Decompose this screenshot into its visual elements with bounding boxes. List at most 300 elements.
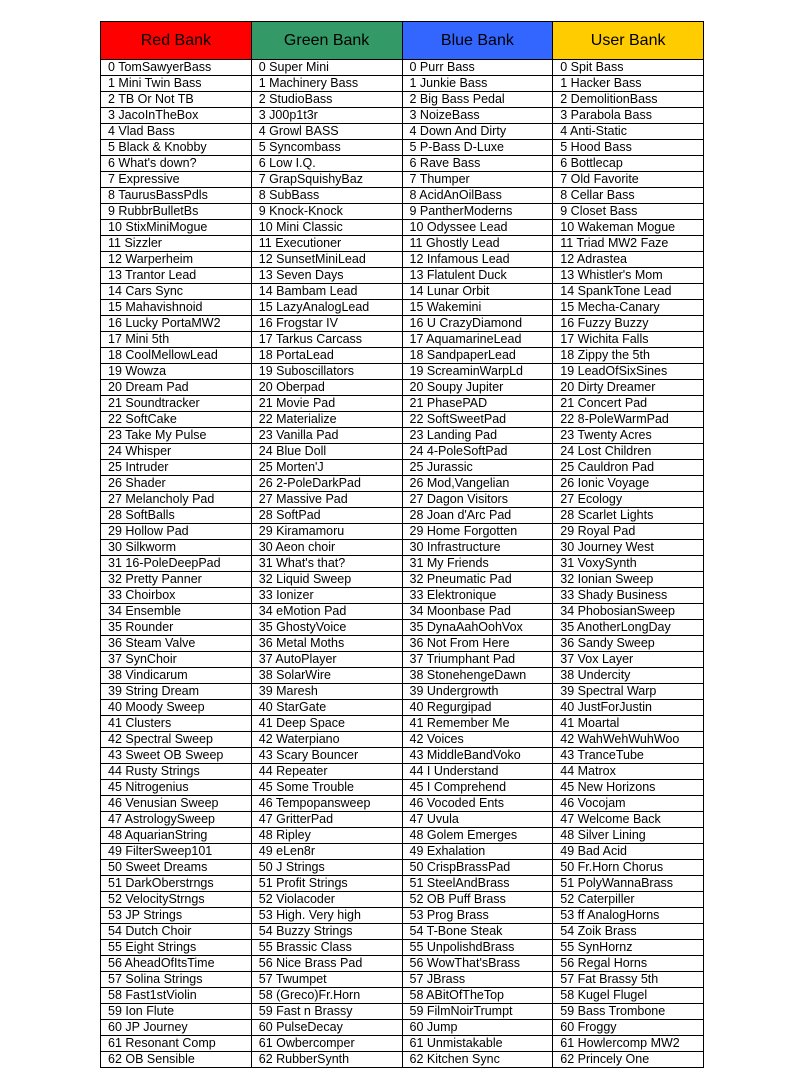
patch-cell-user: 39 Spectral Warp <box>553 684 704 700</box>
patch-cell-user: 19 LeadOfSixSines <box>553 364 704 380</box>
patch-cell-red: 21 Soundtracker <box>101 396 252 412</box>
patch-cell-blue: 3 NoizeBass <box>402 108 553 124</box>
patch-cell-red: 8 TaurusBassPdls <box>101 188 252 204</box>
patch-cell-green: 14 Bambam Lead <box>251 284 402 300</box>
patch-cell-green: 32 Liquid Sweep <box>251 572 402 588</box>
patch-cell-blue: 53 Prog Brass <box>402 908 553 924</box>
patch-cell-red: 22 SoftCake <box>101 412 252 428</box>
patch-cell-blue: 34 Moonbase Pad <box>402 604 553 620</box>
patch-cell-red: 20 Dream Pad <box>101 380 252 396</box>
patch-cell-user: 30 Journey West <box>553 540 704 556</box>
table-row <box>101 1052 704 1068</box>
patch-cell-green: 36 Metal Moths <box>251 636 402 652</box>
patch-cell-user: 37 Vox Layer <box>553 652 704 668</box>
patch-cell-red: 44 Rusty Strings <box>101 764 252 780</box>
table-row <box>101 492 704 508</box>
patch-cell-green: 34 eMotion Pad <box>251 604 402 620</box>
patch-cell-blue: 17 AquamarineLead <box>402 332 553 348</box>
patch-cell-user: 36 Sandy Sweep <box>553 636 704 652</box>
patch-cell-green: 58 (Greco)Fr.Horn <box>251 988 402 1004</box>
patch-cell-red: 43 Sweet OB Sweep <box>101 748 252 764</box>
patch-cell-user: 3 Parabola Bass <box>553 108 704 124</box>
patch-cell-red: 30 Silkworm <box>101 540 252 556</box>
patch-cell-blue: 12 Infamous Lead <box>402 252 553 268</box>
patch-cell-green: 53 High. Very high <box>251 908 402 924</box>
bank-header-blue: Blue Bank <box>402 22 553 60</box>
patch-cell-user: 11 Triad MW2 Faze <box>553 236 704 252</box>
patch-cell-blue: 54 T-Bone Steak <box>402 924 553 940</box>
patch-cell-red: 50 Sweet Dreams <box>101 860 252 876</box>
patch-cell-red: 11 Sizzler <box>101 236 252 252</box>
patch-cell-red: 25 Intruder <box>101 460 252 476</box>
patch-cell-user: 16 Fuzzy Buzzy <box>553 316 704 332</box>
patch-cell-user: 9 Closet Bass <box>553 204 704 220</box>
patch-cell-user: 17 Wichita Falls <box>553 332 704 348</box>
patch-cell-green: 16 Frogstar IV <box>251 316 402 332</box>
patch-cell-user: 10 Wakeman Mogue <box>553 220 704 236</box>
patch-cell-user: 38 Undercity <box>553 668 704 684</box>
patch-cell-user: 56 Regal Horns <box>553 956 704 972</box>
patch-cell-blue: 23 Landing Pad <box>402 428 553 444</box>
patch-cell-user: 32 Ionian Sweep <box>553 572 704 588</box>
patch-cell-blue: 56 WowThat'sBrass <box>402 956 553 972</box>
patch-cell-user: 42 WahWehWuhWoo <box>553 732 704 748</box>
patch-cell-blue: 47 Uvula <box>402 812 553 828</box>
patch-cell-user: 12 Adrastea <box>553 252 704 268</box>
patch-cell-user: 40 JustForJustin <box>553 700 704 716</box>
patch-cell-green: 4 Growl BASS <box>251 124 402 140</box>
bank-header-red: Red Bank <box>101 22 252 60</box>
table-row <box>101 940 704 956</box>
patch-cell-green: 7 GrapSquishyBaz <box>251 172 402 188</box>
patch-cell-green: 52 Violacoder <box>251 892 402 908</box>
patch-cell-red: 10 StixMiniMogue <box>101 220 252 236</box>
table-row <box>101 76 704 92</box>
patch-cell-red: 24 Whisper <box>101 444 252 460</box>
patch-cell-red: 36 Steam Valve <box>101 636 252 652</box>
patch-cell-user: 53 ff AnalogHorns <box>553 908 704 924</box>
table-row <box>101 380 704 396</box>
patch-cell-red: 5 Black & Knobby <box>101 140 252 156</box>
table-row <box>101 508 704 524</box>
patch-cell-red: 23 Take My Pulse <box>101 428 252 444</box>
table-row <box>101 1004 704 1020</box>
patch-cell-green: 9 Knock-Knock <box>251 204 402 220</box>
patch-cell-red: 52 VelocityStrngs <box>101 892 252 908</box>
patch-cell-red: 29 Hollow Pad <box>101 524 252 540</box>
patch-cell-red: 61 Resonant Comp <box>101 1036 252 1052</box>
table-row <box>101 60 704 76</box>
patch-cell-red: 9 RubbrBulletBs <box>101 204 252 220</box>
patch-cell-green: 19 Suboscillators <box>251 364 402 380</box>
patch-cell-red: 15 Mahavishnoid <box>101 300 252 316</box>
patch-cell-green: 35 GhostyVoice <box>251 620 402 636</box>
patch-cell-red: 6 What's down? <box>101 156 252 172</box>
patch-cell-blue: 45 I Comprehend <box>402 780 553 796</box>
patch-cell-blue: 20 Soupy Jupiter <box>402 380 553 396</box>
table-row <box>101 252 704 268</box>
table-row <box>101 332 704 348</box>
patch-cell-blue: 16 U CrazyDiamond <box>402 316 553 332</box>
patch-cell-blue: 21 PhasePAD <box>402 396 553 412</box>
patch-cell-red: 48 AquarianString <box>101 828 252 844</box>
patch-cell-red: 32 Pretty Panner <box>101 572 252 588</box>
table-row <box>101 220 704 236</box>
bank-header-user: User Bank <box>553 22 704 60</box>
table-row <box>101 828 704 844</box>
patch-cell-user: 5 Hood Bass <box>553 140 704 156</box>
patch-cell-green: 61 Owbercomper <box>251 1036 402 1052</box>
patch-cell-blue: 51 SteelAndBrass <box>402 876 553 892</box>
table-row <box>101 604 704 620</box>
patch-cell-green: 15 LazyAnalogLead <box>251 300 402 316</box>
table-row <box>101 748 704 764</box>
patch-cell-blue: 29 Home Forgotten <box>402 524 553 540</box>
patch-cell-user: 45 New Horizons <box>553 780 704 796</box>
patch-cell-blue: 35 DynaAahOohVox <box>402 620 553 636</box>
patch-cell-user: 1 Hacker Bass <box>553 76 704 92</box>
patch-cell-user: 33 Shady Business <box>553 588 704 604</box>
patch-cell-red: 55 Eight Strings <box>101 940 252 956</box>
patch-cell-blue: 26 Mod,Vangelian <box>402 476 553 492</box>
patch-cell-user: 34 PhobosianSweep <box>553 604 704 620</box>
patch-cell-user: 49 Bad Acid <box>553 844 704 860</box>
patch-cell-user: 21 Concert Pad <box>553 396 704 412</box>
patch-cell-red: 53 JP Strings <box>101 908 252 924</box>
patch-cell-green: 57 Twumpet <box>251 972 402 988</box>
table-row <box>101 732 704 748</box>
patch-cell-blue: 50 CrispBrassPad <box>402 860 553 876</box>
patch-cell-blue: 62 Kitchen Sync <box>402 1052 553 1068</box>
patch-cell-red: 17 Mini 5th <box>101 332 252 348</box>
patch-cell-green: 20 Oberpad <box>251 380 402 396</box>
patch-cell-green: 5 Syncombass <box>251 140 402 156</box>
patch-cell-green: 24 Blue Doll <box>251 444 402 460</box>
patch-cell-user: 13 Whistler's Mom <box>553 268 704 284</box>
patch-cell-red: 1 Mini Twin Bass <box>101 76 252 92</box>
patch-cell-user: 0 Spit Bass <box>553 60 704 76</box>
patch-cell-red: 16 Lucky PortaMW2 <box>101 316 252 332</box>
patch-cell-green: 47 GritterPad <box>251 812 402 828</box>
patch-cell-blue: 22 SoftSweetPad <box>402 412 553 428</box>
patch-cell-green: 48 Ripley <box>251 828 402 844</box>
patch-cell-red: 35 Rounder <box>101 620 252 636</box>
patch-cell-blue: 38 StonehengeDawn <box>402 668 553 684</box>
patch-cell-green: 46 Tempopansweep <box>251 796 402 812</box>
patch-cell-red: 33 Choirbox <box>101 588 252 604</box>
patch-cell-blue: 6 Rave Bass <box>402 156 553 172</box>
patch-cell-user: 31 VoxySynth <box>553 556 704 572</box>
patch-cell-red: 12 Warperheim <box>101 252 252 268</box>
patch-cell-blue: 52 OB Puff Brass <box>402 892 553 908</box>
patch-cell-user: 46 Vocojam <box>553 796 704 812</box>
table-row <box>101 428 704 444</box>
table-row <box>101 92 704 108</box>
patch-cell-user: 15 Mecha-Canary <box>553 300 704 316</box>
table-row <box>101 588 704 604</box>
patch-cell-blue: 43 MiddleBandVoko <box>402 748 553 764</box>
patch-cell-blue: 32 Pneumatic Pad <box>402 572 553 588</box>
patch-cell-green: 62 RubberSynth <box>251 1052 402 1068</box>
table-row <box>101 636 704 652</box>
patch-cell-blue: 37 Triumphant Pad <box>402 652 553 668</box>
table-row <box>101 956 704 972</box>
patch-cell-red: 56 AheadOfItsTime <box>101 956 252 972</box>
table-row <box>101 300 704 316</box>
patch-cell-green: 25 Morten'J <box>251 460 402 476</box>
patch-cell-green: 37 AutoPlayer <box>251 652 402 668</box>
table-row <box>101 716 704 732</box>
patch-cell-green: 21 Movie Pad <box>251 396 402 412</box>
patch-cell-red: 45 Nitrogenius <box>101 780 252 796</box>
patch-cell-user: 2 DemolitionBass <box>553 92 704 108</box>
patch-cell-red: 49 FilterSweep101 <box>101 844 252 860</box>
table-row <box>101 844 704 860</box>
patch-cell-red: 7 Expressive <box>101 172 252 188</box>
patch-cell-red: 60 JP Journey <box>101 1020 252 1036</box>
patch-cell-user: 7 Old Favorite <box>553 172 704 188</box>
table-row <box>101 1036 704 1052</box>
table-row <box>101 652 704 668</box>
patch-cell-user: 4 Anti-Static <box>553 124 704 140</box>
patch-cell-red: 42 Spectral Sweep <box>101 732 252 748</box>
patch-cell-blue: 39 Undergrowth <box>402 684 553 700</box>
patch-cell-green: 31 What's that? <box>251 556 402 572</box>
patch-cell-red: 31 16-PoleDeepPad <box>101 556 252 572</box>
patch-cell-user: 43 TranceTube <box>553 748 704 764</box>
table-row <box>101 700 704 716</box>
table-row <box>101 412 704 428</box>
patch-cell-user: 23 Twenty Acres <box>553 428 704 444</box>
patch-cell-blue: 42 Voices <box>402 732 553 748</box>
table-row <box>101 812 704 828</box>
patch-cell-user: 62 Princely One <box>553 1052 704 1068</box>
patch-cell-green: 18 PortaLead <box>251 348 402 364</box>
table-row <box>101 876 704 892</box>
patch-cell-user: 20 Dirty Dreamer <box>553 380 704 396</box>
patch-cell-blue: 40 Regurgipad <box>402 700 553 716</box>
patch-cell-blue: 14 Lunar Orbit <box>402 284 553 300</box>
patch-cell-green: 42 Waterpiano <box>251 732 402 748</box>
patch-cell-user: 55 SynHornz <box>553 940 704 956</box>
patch-cell-user: 61 Howlercomp MW2 <box>553 1036 704 1052</box>
patch-cell-green: 59 Fast n Brassy <box>251 1004 402 1020</box>
table-row <box>101 972 704 988</box>
patch-cell-red: 2 TB Or Not TB <box>101 92 252 108</box>
patch-cell-red: 59 Ion Flute <box>101 1004 252 1020</box>
patch-cell-blue: 58 ABitOfTheTop <box>402 988 553 1004</box>
patch-cell-red: 4 Vlad Bass <box>101 124 252 140</box>
patch-cell-user: 44 Matrox <box>553 764 704 780</box>
patch-cell-blue: 49 Exhalation <box>402 844 553 860</box>
patch-cell-green: 50 J Strings <box>251 860 402 876</box>
table-row <box>101 108 704 124</box>
table-row <box>101 188 704 204</box>
patch-cell-green: 38 SolarWire <box>251 668 402 684</box>
patch-cell-user: 22 8-PoleWarmPad <box>553 412 704 428</box>
patch-cell-blue: 36 Not From Here <box>402 636 553 652</box>
bank-header-row <box>101 22 704 60</box>
patch-cell-green: 29 Kiramamoru <box>251 524 402 540</box>
table-row <box>101 140 704 156</box>
table-row <box>101 204 704 220</box>
table-row <box>101 364 704 380</box>
table-row <box>101 476 704 492</box>
patch-cell-user: 14 SpankTone Lead <box>553 284 704 300</box>
table-row <box>101 668 704 684</box>
patch-cell-red: 41 Clusters <box>101 716 252 732</box>
patch-cell-user: 26 Ionic Voyage <box>553 476 704 492</box>
table-row <box>101 764 704 780</box>
patch-cell-green: 51 Profit Strings <box>251 876 402 892</box>
table-row <box>101 396 704 412</box>
patch-cell-green: 28 SoftPad <box>251 508 402 524</box>
patch-cell-red: 57 Solina Strings <box>101 972 252 988</box>
patch-cell-red: 19 Wowza <box>101 364 252 380</box>
table-row <box>101 268 704 284</box>
table-row <box>101 524 704 540</box>
patch-cell-red: 54 Dutch Choir <box>101 924 252 940</box>
patch-cell-blue: 24 4-PoleSoftPad <box>402 444 553 460</box>
patch-cell-green: 40 StarGate <box>251 700 402 716</box>
patch-cell-user: 48 Silver Lining <box>553 828 704 844</box>
patch-cell-green: 56 Nice Brass Pad <box>251 956 402 972</box>
patch-cell-red: 34 Ensemble <box>101 604 252 620</box>
patch-cell-user: 24 Lost Children <box>553 444 704 460</box>
patch-cell-blue: 28 Joan d'Arc Pad <box>402 508 553 524</box>
patch-cell-blue: 11 Ghostly Lead <box>402 236 553 252</box>
patch-cell-red: 14 Cars Sync <box>101 284 252 300</box>
patch-cell-blue: 15 Wakemini <box>402 300 553 316</box>
table-row <box>101 236 704 252</box>
table-row <box>101 908 704 924</box>
patch-cell-red: 18 CoolMellowLead <box>101 348 252 364</box>
table-row <box>101 620 704 636</box>
patch-cell-blue: 4 Down And Dirty <box>402 124 553 140</box>
table-row <box>101 780 704 796</box>
patch-cell-red: 47 AstrologySweep <box>101 812 252 828</box>
patch-cell-red: 58 Fast1stViolin <box>101 988 252 1004</box>
table-row <box>101 444 704 460</box>
table-row <box>101 156 704 172</box>
patch-cell-green: 22 Materialize <box>251 412 402 428</box>
patch-cell-user: 57 Fat Brassy 5th <box>553 972 704 988</box>
patch-cell-blue: 5 P-Bass D-Luxe <box>402 140 553 156</box>
table-row <box>101 892 704 908</box>
patch-cell-user: 25 Cauldron Pad <box>553 460 704 476</box>
patch-cell-blue: 55 UnpolishdBrass <box>402 940 553 956</box>
patch-cell-blue: 57 JBrass <box>402 972 553 988</box>
patch-cell-green: 54 Buzzy Strings <box>251 924 402 940</box>
patch-cell-blue: 13 Flatulent Duck <box>402 268 553 284</box>
patch-cell-green: 23 Vanilla Pad <box>251 428 402 444</box>
patch-cell-red: 37 SynChoir <box>101 652 252 668</box>
patch-cell-green: 6 Low I.Q. <box>251 156 402 172</box>
patch-cell-green: 30 Aeon choir <box>251 540 402 556</box>
patch-cell-blue: 30 Infrastructure <box>402 540 553 556</box>
table-row <box>101 860 704 876</box>
table-row <box>101 316 704 332</box>
patch-cell-green: 2 StudioBass <box>251 92 402 108</box>
patch-cell-blue: 44 I Understand <box>402 764 553 780</box>
patch-cell-green: 11 Executioner <box>251 236 402 252</box>
patch-cell-green: 43 Scary Bouncer <box>251 748 402 764</box>
patch-cell-user: 59 Bass Trombone <box>553 1004 704 1020</box>
patch-cell-green: 17 Tarkus Carcass <box>251 332 402 348</box>
patch-cell-user: 58 Kugel Flugel <box>553 988 704 1004</box>
patch-cell-green: 10 Mini Classic <box>251 220 402 236</box>
table-row <box>101 460 704 476</box>
table-row <box>101 572 704 588</box>
patch-cell-user: 27 Ecology <box>553 492 704 508</box>
patch-cell-green: 1 Machinery Bass <box>251 76 402 92</box>
patch-cell-user: 52 Caterpiller <box>553 892 704 908</box>
patch-cell-green: 60 PulseDecay <box>251 1020 402 1036</box>
patch-cell-user: 8 Cellar Bass <box>553 188 704 204</box>
patch-cell-blue: 10 Odyssee Lead <box>402 220 553 236</box>
patch-cell-red: 39 String Dream <box>101 684 252 700</box>
patch-cell-red: 38 Vindicarum <box>101 668 252 684</box>
patch-cell-green: 55 Brassic Class <box>251 940 402 956</box>
patch-cell-user: 47 Welcome Back <box>553 812 704 828</box>
patch-cell-green: 39 Maresh <box>251 684 402 700</box>
patch-cell-blue: 2 Big Bass Pedal <box>402 92 553 108</box>
table-row <box>101 556 704 572</box>
patch-cell-blue: 61 Unmistakable <box>402 1036 553 1052</box>
patch-cell-red: 0 TomSawyerBass <box>101 60 252 76</box>
table-row <box>101 796 704 812</box>
patch-cell-green: 26 2-PoleDarkPad <box>251 476 402 492</box>
patch-cell-user: 29 Royal Pad <box>553 524 704 540</box>
patch-cell-user: 18 Zippy the 5th <box>553 348 704 364</box>
patch-cell-blue: 1 Junkie Bass <box>402 76 553 92</box>
patch-cell-blue: 48 Golem Emerges <box>402 828 553 844</box>
patch-cell-blue: 41 Remember Me <box>402 716 553 732</box>
patch-cell-user: 60 Froggy <box>553 1020 704 1036</box>
patch-cell-blue: 9 PantherModerns <box>402 204 553 220</box>
bank-header-green: Green Bank <box>251 22 402 60</box>
patch-cell-blue: 8 AcidAnOilBass <box>402 188 553 204</box>
patch-cell-blue: 25 Jurassic <box>402 460 553 476</box>
patch-cell-user: 54 Zoik Brass <box>553 924 704 940</box>
patch-cell-user: 41 Moartal <box>553 716 704 732</box>
patch-cell-green: 33 Ionizer <box>251 588 402 604</box>
patch-cell-green: 12 SunsetMiniLead <box>251 252 402 268</box>
patch-cell-red: 28 SoftBalls <box>101 508 252 524</box>
table-row <box>101 124 704 140</box>
patch-bank-table <box>100 21 704 1068</box>
patch-cell-blue: 18 SandpaperLead <box>402 348 553 364</box>
patch-cell-user: 51 PolyWannaBrass <box>553 876 704 892</box>
patch-cell-red: 46 Venusian Sweep <box>101 796 252 812</box>
patch-cell-green: 27 Massive Pad <box>251 492 402 508</box>
table-row <box>101 988 704 1004</box>
table-row <box>101 172 704 188</box>
patch-cell-red: 27 Melancholy Pad <box>101 492 252 508</box>
patch-cell-green: 45 Some Trouble <box>251 780 402 796</box>
patch-cell-green: 13 Seven Days <box>251 268 402 284</box>
table-row <box>101 284 704 300</box>
patch-cell-blue: 7 Thumper <box>402 172 553 188</box>
patch-cell-red: 62 OB Sensible <box>101 1052 252 1068</box>
patch-list <box>101 60 704 1068</box>
patch-cell-red: 51 DarkOberstrngs <box>101 876 252 892</box>
patch-cell-red: 26 Shader <box>101 476 252 492</box>
patch-cell-user: 28 Scarlet Lights <box>553 508 704 524</box>
patch-cell-blue: 0 Purr Bass <box>402 60 553 76</box>
patch-cell-blue: 31 My Friends <box>402 556 553 572</box>
patch-cell-blue: 33 Elektronique <box>402 588 553 604</box>
